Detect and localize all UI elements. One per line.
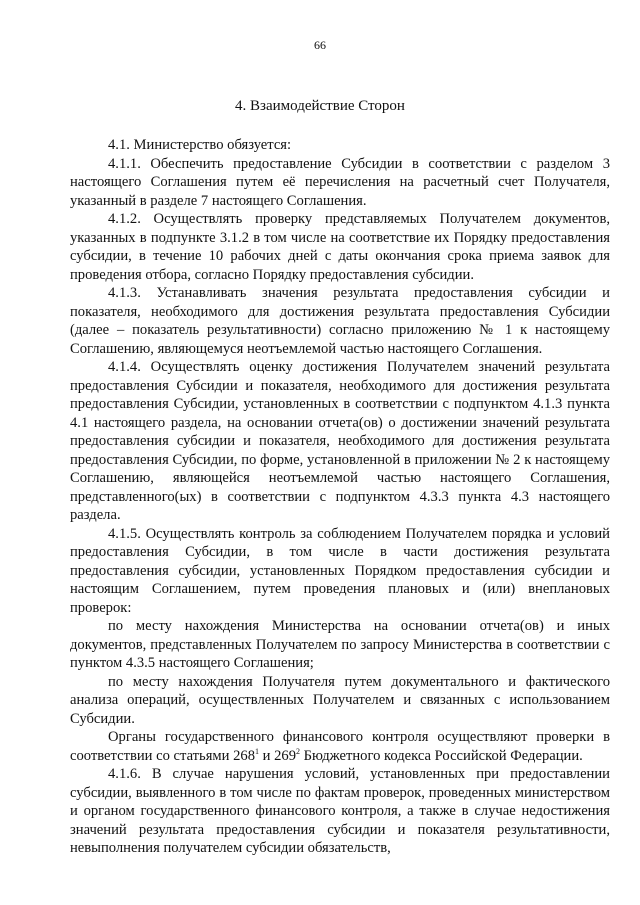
paragraph-4-1-2: 4.1.2. Осуществлять проверку представляемых Получателем документов, указанных в подпункте 3.1.2 в том числе на соответствие их Порядку предоставления субсидии, в течение 10 рабочих дней с даты окончания срока приема заявок для проведения отбора, согласно Порядку предоставления субсидии. — [70, 211, 610, 283]
paragraph-financial-control — [70, 728, 610, 765]
paragraph-4-1-4: 4.1.4. Осуществлять оценку достижения Получателем значений результата предоставления Субсидии и показателя, необходимого для достижения результата предоставления Субсидии, установленных в соответствии с подпунктом 4.1.3 пункта 4.1 настоящего раздела, на основании отчета(ов) о достижении значений результата предоставления субсидии и показателя, необходимого для достижения результата предоставления Субсидии, по форме, установленной в приложении № 2 к настоящему Соглашению, являющейся неотъемлемой частью настоящего Соглашения, представленного(ых) в соответствии с подпунктом 4.3.3 пункта 4.3 настоящего раздела. — [70, 359, 610, 523]
paragraph-inspection-recipient: по месту нахождения Получателя путем документального и фактического анализа операций, осуществленных Получателем и связанных с использованием Субсидии. — [70, 673, 610, 727]
paragraph-4-1: 4.1. Министерство обязуется: — [108, 137, 292, 153]
paragraph-inspection-ministry: по месту нахождения Министерства на основании отчета(ов) и иных документов, представленных Получателем по запросу Министерства в соответствии с пунктом 4.3.5 настоящего Соглашения; — [70, 618, 610, 671]
paragraph-4-1-5: 4.1.5. Осуществлять контроль за соблюдением Получателем порядка и условий предоставления Субсидии, в том числе в части достижения результата предоставления субсидии, установленных Порядком предоставления субсидии и настоящим Соглашением, путем проведения плановых и (или) внеплановых проверок: — [70, 525, 610, 616]
financial-control-text-end: Бюджетного кодекса Российской Федерации. — [300, 747, 583, 764]
paragraph-4-1-1: 4.1.1. Обеспечить предоставление Субсидии в соответствии с разделом 3 настоящего Соглашения путем её перечисления на расчетный счет Получателя, указанный в разделе 7 настоящего Соглашения. — [70, 155, 610, 209]
paragraph-4-1-6: 4.1.6. В случае нарушения условий, установленных при предоставлении субсидии, выявленного в том числе по фактам проверок, проведенных министерством и органом государственного финансового контроля, а также в случае недостижения значений результата предоставления субсидии и показателя результативности, невыполнения получателем субсидии обязательств, — [70, 766, 610, 856]
document-body — [70, 136, 610, 858]
paragraph-4-1-3: 4.1.3. Устанавливать значения результата предоставления субсидии и показателя, необходимого для достижения результата предоставления Субсидии (далее – показатель результативности) согласно приложению № 1 к настоящему Соглашению, являющемуся неотъемлемой частью настоящего Соглашения. — [70, 285, 610, 357]
financial-control-text-start: Органы государственного финансового контроля осуществляют проверки в соответствии со статьями 268 — [70, 729, 610, 764]
section-heading: 4. Взаимодействие Сторон — [235, 98, 405, 114]
financial-control-text-mid: и 269 — [259, 747, 296, 764]
page-number: 66 — [314, 38, 326, 52]
footnote-ref-1: 1 — [255, 746, 259, 756]
footnote-ref-2: 2 — [296, 746, 300, 756]
